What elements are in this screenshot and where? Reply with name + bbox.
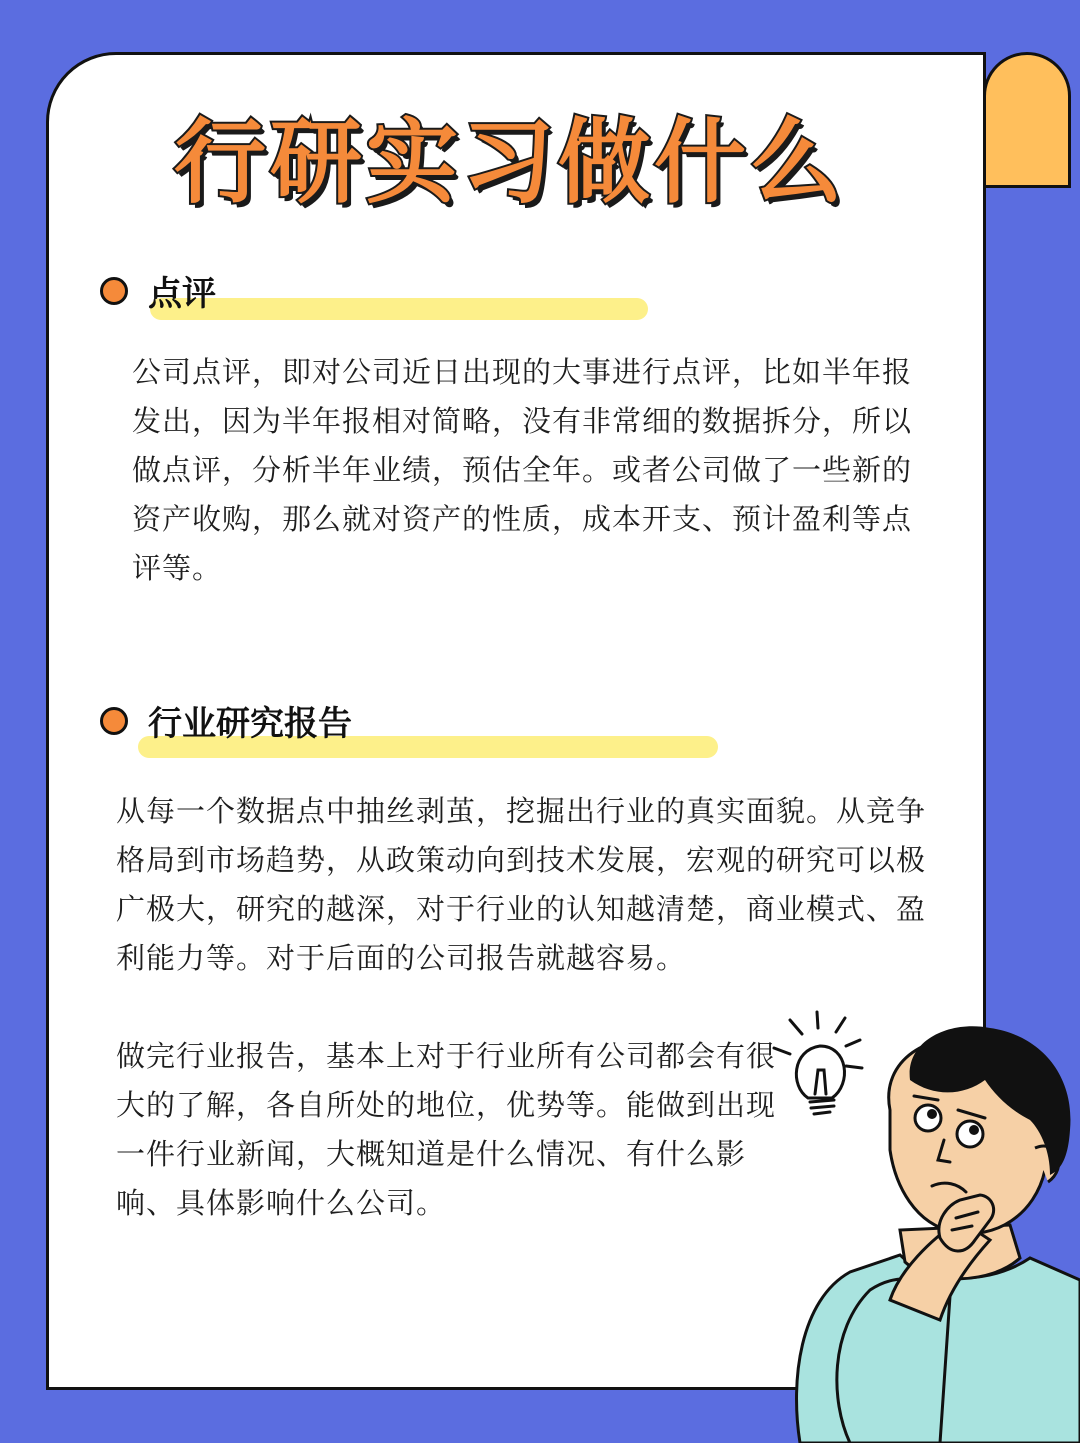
section-heading-text: 行业研究报告 <box>148 704 352 744</box>
section-heading-text: 点评 <box>148 274 216 314</box>
lightbulb-icon <box>774 1012 862 1114</box>
bullet-dot <box>100 707 128 735</box>
bullet-dot <box>100 277 128 305</box>
section-paragraph: 做完行业报告，基本上对于行业所有公司都会有很大的了解，各自所处的地位，优势等。能做到出现一件行业新闻，大概知道是什么情况、有什么影响、具体影响什么公司。 <box>116 1039 777 1220</box>
page-title: 行研实习做什么 <box>173 109 846 216</box>
section-paragraph: 公司点评，即对公司近日出现的大事进行点评，比如半年报发出，因为半年报相对简略，没有非常细的数据拆分，所以做点评，分析半年业绩，预估全年。或者公司做了一些新的资产收购，那么就对资产的性质，成本开支、预计盈利等点评等。 <box>132 355 913 585</box>
thinking-person-illustration <box>760 1000 1080 1443</box>
section-heading-review <box>100 266 216 315</box>
section-paragraph: 从每一个数据点中抽丝剥茧，挖掘出行业的真实面貌。从竞争格局到市场趋势，从政策动向到技术发展，宏观的研究可以极广极大，研究的越深，对于行业的认知越清楚，商业模式、盈利能力等。对于后面的公司报告就越容易。 <box>116 794 927 975</box>
section-heading-industry-report <box>100 696 352 745</box>
heading-highlight-1 <box>150 298 648 320</box>
